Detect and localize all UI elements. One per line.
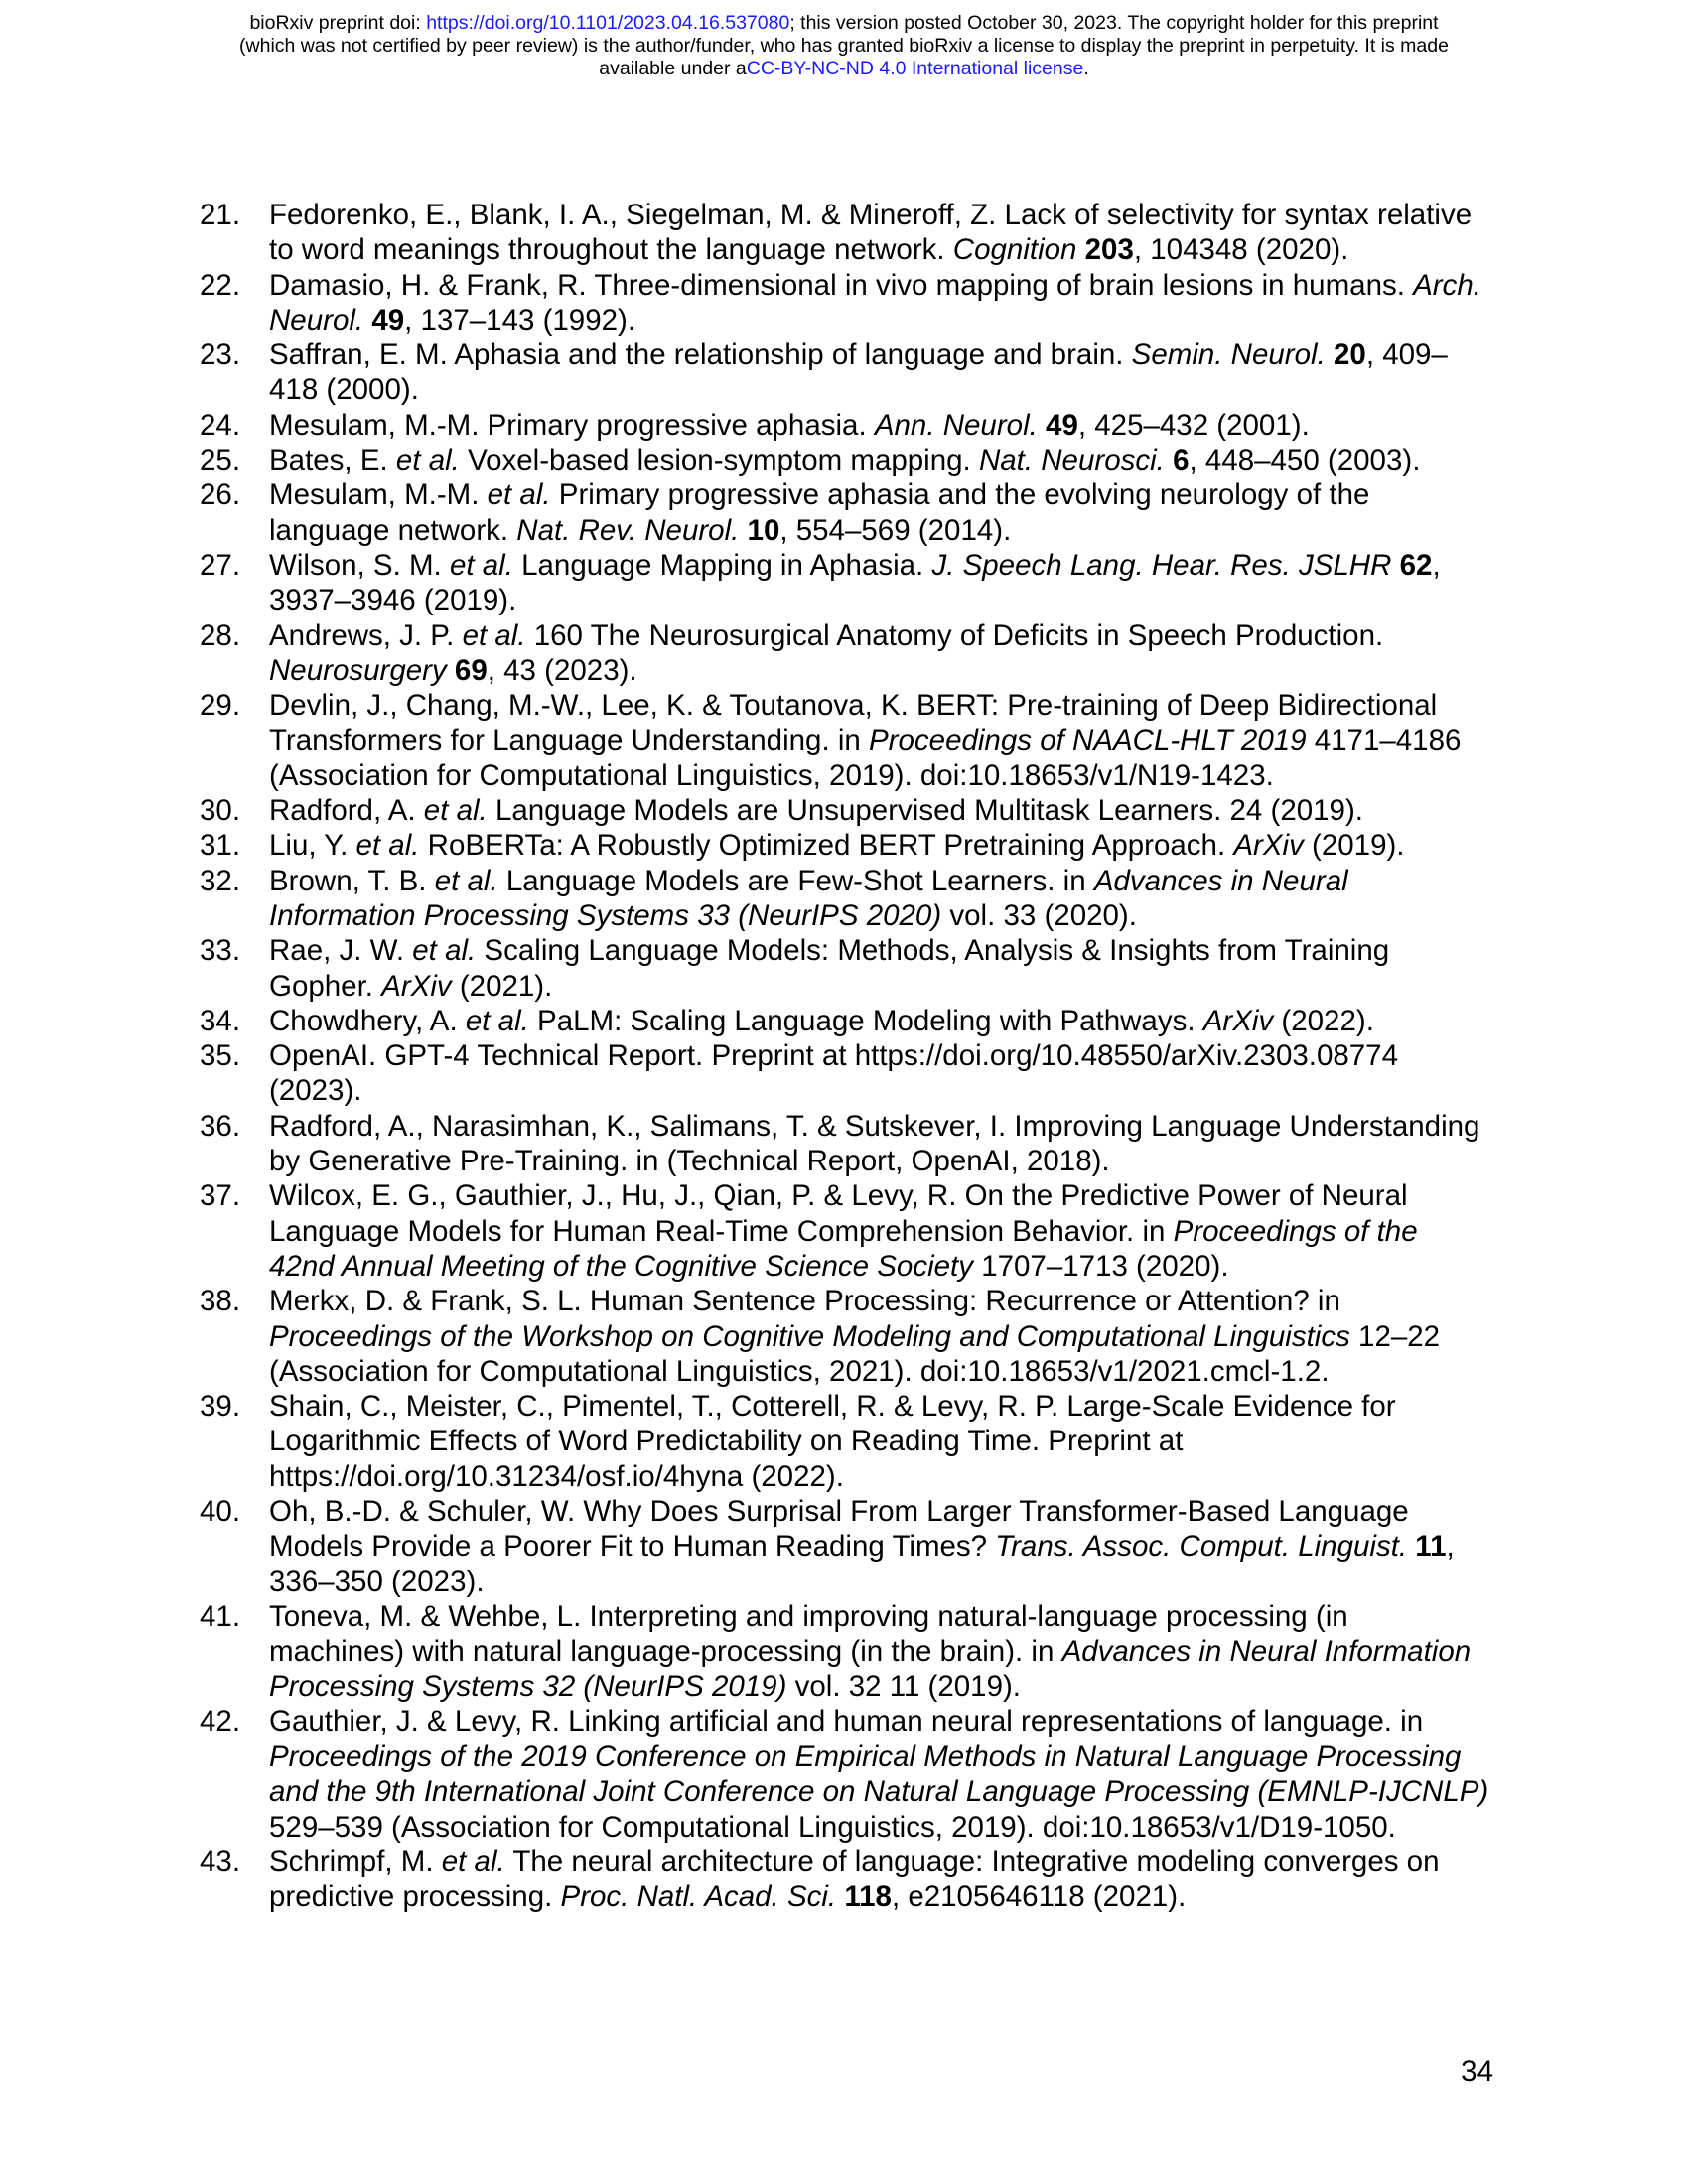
reference-segment: , 104348 (2020).: [1133, 233, 1349, 267]
reference-segment: [1038, 409, 1046, 442]
reference-segment: 4171–4186 (Association for Computational Linguistics, 2019). doi:10.18653/v1/N19-1423.: [269, 724, 1462, 792]
reference-italic-segment: Proceedings of the 2019 Conference on Empirical Methods in Natural Language Processing and the 9th International Joint Conference on Natural Language Processing (EMNLP-IJCNLP): [269, 1740, 1489, 1809]
reference-italic-segment: Trans. Assoc. Comput. Linguist.: [995, 1530, 1408, 1564]
reference-segment: Language Mapping in Aphasia.: [512, 548, 932, 582]
reference-segment: PaLM: Scaling Language Modeling with Pathways.: [528, 1004, 1203, 1037]
reference-segment: Devlin, J., Chang, M.-W., Lee, K. & Toutanova, K. BERT: Pre-training of Deep Bidirectional Transformers for Language Understanding. in: [269, 689, 1438, 757]
reference-number: 31.: [200, 829, 241, 863]
reference-item: [0, 338, 1490, 408]
reference-segment: Gauthier, J. & Levy, R. Linking artificial and human neural representations of language. in: [269, 1705, 1424, 1738]
reference-item: [0, 1389, 1490, 1494]
reference-segment: Wilson, S. M.: [269, 548, 450, 582]
reference-text: [269, 794, 1363, 827]
reference-segment: Fedorenko, E., Blank, I. A., Siegelman, M. & Mineroff, Z. Lack of selectivity for syntax relative to word meanings throughout the language network.: [269, 199, 1473, 267]
reference-segment: 160 The Neurosurgical Anatomy of Deficits in Speech Production.: [525, 618, 1384, 652]
reference-item: [0, 478, 1490, 548]
page-number: 34: [1461, 2055, 1493, 2088]
reference-italic-segment: Proceedings of the 42nd Annual Meeting of the Cognitive Science Society: [269, 1214, 1418, 1283]
reference-italic-segment: Nat. Neurosci.: [978, 444, 1165, 478]
reference-italic-segment: et al.: [412, 934, 477, 968]
doi-link[interactable]: https://doi.org/10.1101/2023.04.16.537080: [426, 12, 790, 34]
reference-text: [269, 1039, 1398, 1107]
reference-segment: The neural architecture of language: Integrative modeling converges on predictive processing.: [269, 1844, 1440, 1914]
reference-text: [269, 1495, 1455, 1598]
reference-italic-segment: Cognition: [952, 233, 1077, 267]
reference-segment: [1326, 339, 1334, 371]
reference-item: [0, 1038, 1490, 1109]
reference-text: [269, 1845, 1440, 1913]
reference-segment: RoBERTa: A Robustly Optimized BERT Pretraining Approach.: [419, 829, 1234, 863]
reference-segment: 12–22 (Association for Computational Linguistics, 2021). doi:10.18653/v1/2021.cmcl-1.2.: [269, 1319, 1441, 1388]
reference-item: [0, 618, 1490, 689]
reference-bold-segment: 6: [1173, 444, 1190, 478]
reference-bold-segment: 49: [1046, 408, 1078, 442]
header-text: .: [1083, 58, 1089, 79]
reference-segment: Language Models are Few-Shot Learners. in: [497, 864, 1094, 897]
reference-number: 42.: [200, 1705, 241, 1738]
reference-bold-segment: 11: [1415, 1530, 1447, 1564]
reference-segment: , 3937–3946 (2019).: [269, 548, 1441, 617]
reference-italic-segment: Arch. Neurol.: [269, 268, 1481, 337]
reference-segment: Mesulam, M.-M. Primary progressive aphasia.: [269, 408, 875, 442]
reference-number: 23.: [200, 339, 241, 372]
reference-segment: , 137–143 (1992).: [404, 303, 636, 337]
reference-number: 37.: [200, 1179, 241, 1213]
reference-item: [0, 443, 1490, 478]
reference-item: [0, 268, 1490, 339]
reference-number: 32.: [200, 864, 241, 897]
reference-segment: Rae, J. W.: [269, 934, 413, 968]
reference-number: 34.: [200, 1004, 241, 1037]
reference-italic-segment: Proc. Natl. Acad. Sci.: [560, 1880, 837, 1914]
reference-text: [269, 934, 1389, 1002]
header-text: ; this version posted October 30, 2023. The copyright holder for this preprint: [789, 12, 1439, 34]
reference-segment: Chowdhery, A.: [269, 1004, 466, 1037]
reference-segment: , 409–418 (2000).: [269, 339, 1448, 407]
reference-item: [0, 548, 1490, 618]
reference-bold-segment: 62: [1399, 548, 1433, 582]
reference-italic-segment: et al.: [465, 1004, 529, 1037]
reference-segment: [1076, 233, 1084, 266]
reference-segment: , 448–450 (2003).: [1189, 444, 1421, 478]
reference-segment: [1165, 444, 1173, 477]
header-text: available under a: [599, 58, 747, 79]
reference-number: 41.: [200, 1599, 241, 1633]
reference-segment: , 425–432 (2001).: [1077, 408, 1310, 442]
reference-text: [269, 1600, 1471, 1704]
reference-segment: OpenAI. GPT-4 Technical Report. Preprint at https://doi.org/10.48550/arXiv.2303.08774 (2023).: [269, 1039, 1398, 1108]
reference-item: [0, 793, 1490, 828]
reference-segment: Toneva, M. & Wehbe, L. Interpreting and improving natural-language processing (in machines) with natural language-processing (in the brain). in: [269, 1599, 1348, 1669]
reference-bold-segment: 118: [844, 1880, 892, 1914]
reference-italic-segment: et al.: [449, 548, 513, 582]
reference-segment: Bates, E.: [269, 444, 396, 478]
reference-number: 26.: [200, 478, 241, 512]
reference-text: [269, 269, 1481, 337]
reference-segment: , 336–350 (2023).: [269, 1530, 1455, 1598]
reference-segment: Wilcox, E. G., Gauthier, J., Hu, J., Qian, P. & Levy, R. On the Predictive Power of Neural Language Models for Human Real-Time Comprehension Behavior. in: [269, 1179, 1408, 1248]
reference-text: [269, 689, 1461, 792]
reference-number: 30.: [200, 794, 241, 828]
reference-bold-segment: 69: [454, 653, 488, 687]
reference-segment: Radford, A., Narasimhan, K., Salimans, T. & Sutskever, I. Improving Language Understanding by Generative Pre-Training. in (Technical Report, OpenAI, 2018).: [269, 1109, 1480, 1178]
reference-segment: vol. 32 11 (2019).: [786, 1670, 1022, 1704]
reference-number: 28.: [200, 618, 241, 652]
reference-segment: 529–539 (Association for Computational Linguistics, 2019). doi:10.18653/v1/D19-1050.: [269, 1810, 1396, 1843]
reference-number: 35.: [200, 1039, 241, 1073]
reference-segment: Schrimpf, M.: [269, 1844, 442, 1878]
reference-segment: , 554–569 (2014).: [779, 513, 1012, 547]
reference-item: [0, 1178, 1490, 1284]
reference-italic-segment: et al.: [441, 1844, 505, 1878]
reference-bold-segment: 10: [747, 513, 780, 547]
header-line-3: [0, 58, 1688, 80]
reference-italic-segment: Proceedings of NAACL-HLT 2019: [869, 724, 1307, 757]
reference-text: [269, 1390, 1396, 1493]
reference-italic-segment: Nat. Rev. Neurol.: [516, 513, 740, 547]
reference-segment: Voxel-based lesion-symptom mapping.: [459, 444, 979, 478]
reference-italic-segment: Neurosurgery: [269, 653, 447, 687]
reference-segment: (2021).: [451, 969, 553, 1003]
reference-segment: [447, 654, 455, 687]
reference-segment: Radford, A.: [269, 794, 424, 828]
reference-item: [0, 933, 1490, 1004]
reference-segment: [739, 514, 747, 547]
reference-segment: Saffran, E. M. Aphasia and the relationship of language and brain.: [269, 339, 1132, 372]
reference-list: [0, 198, 1688, 1915]
reference-segment: Mesulam, M.-M.: [269, 478, 488, 512]
reference-segment: Brown, T. B.: [269, 864, 435, 897]
header-line-2: (which was not certified by peer review) is the author/funder, who has granted bioRxiv a license to display the preprint in perpetuity. It is made: [239, 35, 1449, 57]
reference-segment: , e2105646118 (2021).: [891, 1880, 1187, 1914]
reference-italic-segment: ArXiv: [1202, 1004, 1274, 1037]
reference-text: [269, 1110, 1479, 1177]
reference-item: [0, 1844, 1490, 1915]
reference-text: [269, 1179, 1418, 1283]
reference-segment: [1391, 549, 1399, 582]
reference-number: 29.: [200, 689, 241, 723]
reference-number: 24.: [200, 408, 241, 442]
reference-number: 27.: [200, 548, 241, 582]
reference-number: 33.: [200, 934, 241, 968]
reference-bold-segment: 20: [1333, 339, 1366, 372]
header-text: bioRxiv preprint doi:: [249, 12, 427, 34]
reference-item: [0, 864, 1490, 934]
reference-segment: Language Models are Unsupervised Multitask Learners. 24 (2019).: [487, 794, 1363, 828]
reference-segment: vol. 33 (2020).: [941, 898, 1137, 932]
reference-italic-segment: et al.: [355, 829, 420, 863]
reference-segment: (2022).: [1273, 1004, 1374, 1037]
reference-text: [269, 1285, 1440, 1388]
reference-text: [269, 199, 1472, 266]
reference-text: [269, 409, 1310, 442]
reference-number: 21.: [200, 199, 241, 231]
reference-bold-segment: 49: [371, 303, 405, 337]
reference-item: [0, 1599, 1490, 1705]
reference-italic-segment: et al.: [395, 444, 460, 478]
reference-number: 36.: [200, 1109, 241, 1143]
reference-number: 43.: [200, 1844, 241, 1878]
reference-text: [269, 444, 1420, 477]
reference-segment: Damasio, H. & Frank, R. Three-dimensional in vivo mapping of brain lesions in humans.: [269, 268, 1414, 302]
reference-text: [269, 829, 1405, 862]
reference-item: [0, 1705, 1490, 1844]
reference-number: 39.: [200, 1390, 241, 1424]
reference-text: [269, 339, 1448, 406]
reference-italic-segment: et al.: [462, 618, 526, 652]
reference-italic-segment: Advances in Neural Information Processing Systems 33 (NeurIPS 2020): [269, 864, 1348, 932]
reference-italic-segment: ArXiv: [381, 969, 452, 1003]
reference-segment: Andrews, J. P.: [269, 618, 463, 652]
reference-italic-segment: Advances in Neural Information Processing Systems 32 (NeurIPS 2019): [269, 1635, 1472, 1704]
reference-text: [269, 478, 1369, 546]
reference-segment: , 43 (2023).: [487, 653, 637, 687]
reference-item: [0, 1284, 1490, 1389]
reference-text: [269, 619, 1383, 687]
reference-italic-segment: et al.: [434, 864, 498, 897]
reference-text: [269, 865, 1348, 932]
reference-bold-segment: 203: [1084, 233, 1134, 267]
reference-item: [0, 408, 1490, 443]
reference-italic-segment: Proceedings of the Workshop on Cognitive Modeling and Computational Linguistics: [269, 1319, 1350, 1353]
license-link[interactable]: CC-BY-NC-ND 4.0 International license: [746, 58, 1084, 79]
reference-italic-segment: Semin. Neurol.: [1131, 339, 1326, 372]
reference-number: 40.: [200, 1494, 241, 1528]
reference-italic-segment: J. Speech Lang. Hear. Res. JSLHR: [931, 548, 1392, 582]
reference-item: [0, 198, 1490, 268]
preprint-header: [0, 12, 1688, 80]
reference-italic-segment: et al.: [487, 478, 551, 512]
reference-number: 38.: [200, 1285, 241, 1318]
reference-segment: Merkx, D. & Frank, S. L. Human Sentence Processing: Recurrence or Attention? in: [269, 1285, 1340, 1318]
reference-segment: Primary progressive aphasia and the evolving neurology of the language network.: [269, 478, 1370, 547]
header-line-1: [0, 12, 1688, 35]
reference-segment: 1707–1713 (2020).: [973, 1249, 1229, 1283]
reference-number: 22.: [200, 268, 241, 302]
reference-segment: Liu, Y.: [269, 829, 356, 863]
reference-segment: Oh, B.-D. & Schuler, W. Why Does Surprisal From Larger Transformer-Based Language Models Provide a Poorer Fit to Human Reading Times?: [269, 1494, 1409, 1564]
reference-italic-segment: Ann. Neurol.: [874, 408, 1038, 442]
reference-item: [0, 688, 1490, 793]
reference-segment: Shain, C., Meister, C., Pimentel, T., Cotterell, R. & Levy, R. P. Large-Scale Evidence for Logarithmic Effects of Word Predictability on Reading Time. Preprint at https://doi.org/10.31234/osf.io/4hyna (2022).: [269, 1390, 1396, 1493]
reference-item: [0, 1494, 1490, 1599]
reference-segment: (2019).: [1303, 829, 1405, 863]
reference-number: 25.: [200, 444, 241, 478]
reference-segment: Scaling Language Models: Methods, Analysis & Insights from Training Gopher.: [269, 934, 1390, 1003]
reference-item: [0, 1004, 1490, 1038]
reference-text: [269, 1005, 1374, 1037]
reference-text: [269, 1706, 1488, 1843]
reference-italic-segment: et al.: [423, 794, 488, 828]
reference-item: [0, 1109, 1490, 1179]
reference-italic-segment: ArXiv: [1233, 829, 1304, 863]
reference-item: [0, 828, 1490, 863]
reference-text: [269, 549, 1441, 616]
